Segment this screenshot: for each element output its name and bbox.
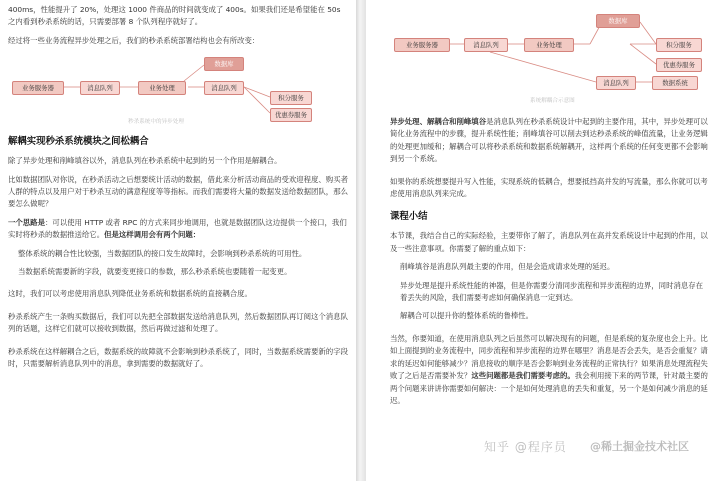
bold-text: 一个思路是 <box>8 217 45 227</box>
paragraph <box>8 217 348 242</box>
diagram-box-coupon-service: 优惠券服务 <box>270 108 312 122</box>
text: ：可以使用 HTTP 或者 RPC 的方式来同步地调用，也就是数据团队这边提供一个接口，我们实时将秒杀的数据推送给它。 <box>8 217 347 240</box>
diagram-box-message-queue: 消息队列 <box>80 81 120 95</box>
problem-item: 整体系统的耦合性比较强，当数据团队的接口发生故障时，会影响到秒杀系统的可用性。 <box>18 248 307 258</box>
text: 我会利用接下来的两节课，针对最主要的两个问题来讲讲你需要如何解决：一个是如何处理消息的丢失和重复，另一个是如何减少消息的延迟。 <box>390 371 708 405</box>
lead-paragraph: 经过将一些业务流程异步处理之后，我们的秒杀系统部署结构也会有所改变： <box>8 35 260 45</box>
bold-text: 这些问题都是我们需要考虑的。 <box>471 371 575 381</box>
section-title-summary: 课程小结 <box>390 211 428 223</box>
diagram-box-coupon-service: 优惠券服务 <box>656 58 702 72</box>
diagram-box-business-server: 业务服务器 <box>394 38 450 52</box>
left-page <box>0 0 356 481</box>
diagram-box-data-system: 数据系统 <box>652 76 698 90</box>
diagram-box-message-queue-2: 消息队列 <box>596 76 636 90</box>
async-diagram <box>8 51 348 125</box>
diagram-caption: 系统解耦合示意图 <box>530 98 575 104</box>
paragraph: 这时，我们可以考虑使用消息队列降低业务系统和数据系统的直接耦合度。 <box>8 289 252 299</box>
bold-text: 异步处理、解耦合和削峰填谷 <box>390 117 487 126</box>
summary-item: 异步处理是提升系统性能的神器，但是你需要分清同步流程和异步流程的边界，同时消息存在着丢失的风险，我们需要考虑如何确保消息一定到达。 <box>400 280 704 303</box>
page-gutter <box>356 0 366 481</box>
diagram-box-database: 数据库 <box>596 14 640 28</box>
text: 当然，你要知道，在使用消息队列之后虽然可以解决现有的问题，但是系统的复杂度也会上升。比如上面提到的业务流程中，同步流程和异步流程的边界在哪里？消息是否会丢失，是否会重复？请求的延迟如何能够减少？消息接收的顺序是否会影响到业务流程的正常执行？如果消息处理流程失败了之后是否需要补发？ <box>390 333 708 381</box>
problem-item: 当数据系统需要新的字段，就要变更接口的参数，那么秒杀系统也要随着一起变更。 <box>18 267 292 277</box>
text: 是消息队列在秒杀系统设计中起到的主要作用，其中，异步处理可以简化业务流程中的步骤，提升系统性能；削峰填谷可以削去到达秒杀系统的峰值流量，让业务逻辑的处理更加缓和；解耦合可以将秒杀系统和数据系统解耦开，这样两个系统的任何变更都不会影响到另一个系统。 <box>390 117 708 164</box>
paragraph: 如果你的系统想要提升写入性能，实现系统的低耦合，想要抵挡高并发的写流量，那么你就可以考虑使用消息队列来完成。 <box>390 176 708 199</box>
diagram-box-database: 数据库 <box>204 57 244 71</box>
decoupling-diagram <box>390 6 710 106</box>
diagram-box-message-queue: 消息队列 <box>464 38 508 52</box>
diagram-box-business-server: 业务服务器 <box>12 81 64 95</box>
section-title-decoupling: 解耦实现秒杀系统模块之间松耦合 <box>8 136 149 148</box>
paragraph <box>390 116 710 166</box>
right-page <box>366 0 720 481</box>
paragraph: 秒杀系统在这样解耦合之后，数据系统的故障就不会影响到秒杀系统了，同时，当数据系统需要新的字段时，只需要解析消息队列中的消息，拿到需要的数据就好了。 <box>8 346 348 369</box>
intro-paragraph: 400ms，性能提升了 20%，处理这 1000 件商品的时间就变成了 400s。如果我们还是希望能在 50s 之内看到秒杀系统的话，只需要部署 8 个队列程序就好了。 <box>8 5 341 27</box>
diagram-box-business-process: 业务处理 <box>524 38 574 52</box>
paragraph: 秒杀系统产生一条购买数据后，我们可以先把全部数据发送给消息队列，然后数据团队再订阅这个消息队列的话题，这样它们就可以接收到数据，然后再做过滤和处理了。 <box>8 311 348 334</box>
juejin-watermark: @稀土掘金技术社区 <box>590 440 689 453</box>
zhihu-watermark: 知乎 @程序员 <box>484 440 567 454</box>
paragraph: 除了异步处理和削峰填谷以外，消息队列在秒杀系统中起到的另一个作用是解耦合。 <box>8 156 282 166</box>
paragraph: 本节课，我结合自己的实际经验，主要带你了解了，消息队列在高并发系统设计中起到的作用，以及一些注意事项。你需要了解的重点如下： <box>390 231 708 253</box>
diagram-caption: 秒杀系统中的异步处理 <box>128 119 184 126</box>
paragraph: 比如数据团队对你说，在秒杀活动之后想要统计活动的数据，借此来分析活动商品的受欢迎程度、购买者人群的特点以及用户对于秒杀互动的满意程度等等指标。而我们需要将大量的数据发送给数据团队，那么要怎么做呢？ <box>8 174 348 209</box>
diagram-box-message-queue-2: 消息队列 <box>204 81 244 95</box>
paragraph <box>390 333 710 407</box>
diagram-box-points-service: 积分服务 <box>270 91 312 105</box>
diagram-box-business-process: 业务处理 <box>138 81 186 95</box>
bold-text: 但是这样调用会有两个问题： <box>104 230 201 240</box>
summary-item: 削峰填谷是消息队列最主要的作用，但是会造成请求处理的延迟。 <box>400 262 615 272</box>
decoupling-diagram-arrows <box>390 6 720 106</box>
diagram-box-points-service: 积分服务 <box>656 38 702 52</box>
summary-item: 解耦合可以提升你的整体系统的鲁棒性。 <box>400 311 534 321</box>
